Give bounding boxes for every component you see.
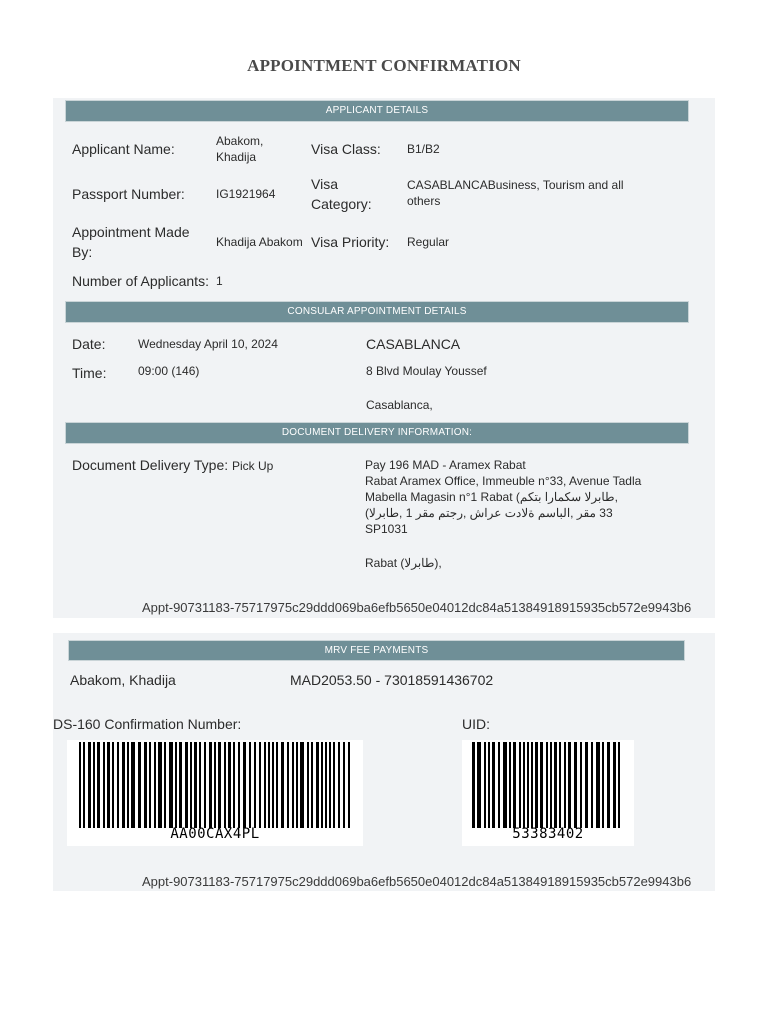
number-of-applicants-value: 1 [216,274,223,288]
uid-label: UID: [462,716,490,732]
barcode-bar [531,742,533,828]
barcode-bar [103,742,105,828]
delivery-line2: Rabat Aramex Office, Immeuble n°33, Avenue Tadla [365,474,642,488]
appointment-reference-top: Appt-90731183-75717975c29ddd069ba6efb5650e04012dc84a51384918915935cb572e9943b6 [142,600,692,615]
visa-category-label-line1: Visa [311,176,338,192]
passport-number-value: IG1921964 [216,187,276,201]
barcode-bar [169,742,173,828]
made-by-label-line1: Appointment Made [72,224,190,240]
applicant-name-line1: Abakom, [216,134,264,148]
mrv-fee-header: MRV FEE PAYMENTS [68,640,685,661]
barcode-bar [564,742,566,828]
barcode-bar [243,742,246,828]
barcode-bar [209,742,212,828]
barcode-bar [477,742,481,828]
barcode-bar [580,742,582,828]
barcode-bar [607,742,610,828]
barcode-bar [281,742,284,828]
document-delivery-header: DOCUMENT DELIVERY INFORMATION: [65,422,689,444]
barcode-bar [527,742,529,828]
barcode-bar [343,742,345,828]
barcode-bar [228,742,231,828]
barcode-bar [175,742,177,828]
appointment-made-by-label [72,222,190,262]
barcode-bar [484,742,486,828]
barcode-bar [97,742,100,828]
consulate-address-line1: 8 Blvd Moulay Youssef [366,364,487,378]
appointment-made-by-value: Khadija Abakom [216,235,303,249]
visa-class-value: B1/B2 [407,142,440,156]
barcode-bar [591,742,593,828]
barcode-bar [503,742,507,828]
barcode-bar [492,742,495,828]
visa-category-value [407,177,624,209]
barcode-bar [554,742,557,828]
ds160-barcode-bars [67,742,363,828]
barcode-bar [523,742,525,828]
barcode-bar [164,742,166,828]
consulate-address-line2: Casablanca, [366,398,433,412]
barcode-bar [325,742,327,828]
barcode-bar [254,742,256,828]
barcode-bar [224,742,226,828]
ds160-barcode-text: AA00CAX4PL [170,826,260,842]
barcode-bar [190,742,192,828]
visa-category-label [311,174,372,214]
barcode-bar [546,742,548,828]
barcode-bar [88,742,91,828]
date-value: Wednesday April 10, 2024 [138,337,278,351]
uid-barcode-bars [462,742,634,828]
barcode-bar [550,742,552,828]
delivery-type-value: Pick Up [232,459,274,473]
barcode-bar [144,742,147,828]
barcode-bar [296,742,298,828]
number-of-applicants-label: Number of Applicants: [72,273,209,289]
delivery-line3: Mabella Magasin n°1 Rabat (طابرلا سكمارا بتكم, [365,490,618,504]
barcode-bar [204,742,206,828]
barcode-bar [194,742,197,828]
barcode-bar [218,742,221,828]
barcode-bar [519,742,521,828]
delivery-line6: Rabat (طابرلا), [365,556,442,570]
barcode-bar [540,742,543,828]
barcode-bar [618,742,620,828]
delivery-spacer [365,537,665,555]
barcode-bar [276,742,278,828]
time-value: 09:00 (146) [138,364,200,378]
barcode-bar [348,742,350,828]
barcode-bar [509,742,511,828]
ds160-barcode [67,740,363,846]
barcode-bar [264,742,266,828]
visa-category-value-line1: CASABLANCABusiness, Tourism and all [407,178,624,192]
barcode-bar [117,742,119,828]
made-by-label-line2: By: [72,244,93,260]
visa-class-label: Visa Class: [311,141,381,157]
barcode-bar [574,742,577,828]
delivery-address [365,457,665,571]
barcode-bar [107,742,110,828]
barcode-bar [138,742,141,828]
time-label: Time: [72,365,107,381]
delivery-line4: 33 مقر ,الباسم ةلادت عراش ,رجتم مقر 1 ,طابرلا) [365,506,613,520]
barcode-bar [272,742,274,828]
barcode-bar [472,742,475,828]
barcode-bar [513,742,516,828]
applicant-details-header: APPLICANT DETAILS [65,100,689,122]
ds160-label: DS-160 Confirmation Number: [53,716,242,732]
barcode-bar [238,742,240,828]
barcode-bar [122,742,125,828]
consular-details-header: CONSULAR APPOINTMENT DETAILS [65,301,689,323]
appointment-reference-bottom: Appt-90731183-75717975c29ddd069ba6efb5650e04012dc84a51384918915935cb572e9943b6 [142,874,692,889]
barcode-bar [596,742,600,828]
delivery-type-label: Document Delivery Type: [72,457,229,473]
barcode-bar [233,742,235,828]
barcode-bar [112,742,114,828]
visa-category-label-line2: Category: [311,196,372,212]
barcode-bar [199,742,201,828]
barcode-bar [292,742,294,828]
barcode-bar [83,742,85,828]
barcode-bar [585,742,588,828]
barcode-bar [613,742,616,828]
consulate-city: CASABLANCA [366,336,461,352]
fee-amount: MAD2053.50 - 73018591436702 [290,672,494,688]
barcode-bar [316,742,319,828]
visa-priority-label: Visa Priority: [311,234,390,250]
applicant-name-value [216,133,263,165]
barcode-bar [333,742,335,828]
barcode-bar [185,742,188,828]
barcode-bar [131,742,135,828]
barcode-bar [93,742,95,828]
barcode-bar [535,742,538,828]
barcode-bar [338,742,340,828]
barcode-bar [311,742,313,828]
barcode-bar [329,742,331,828]
barcode-bar [321,742,323,828]
date-label: Date: [72,336,106,352]
fee-payer: Abakom, Khadija [70,672,176,688]
delivery-line1: Pay 196 MAD - Aramex Rabat [365,458,526,472]
barcode-bar [268,742,270,828]
barcode-bar [259,742,261,828]
barcode-bar [498,742,500,828]
barcode-bar [149,742,151,828]
applicant-name-label: Applicant Name: [72,141,175,157]
uid-barcode [462,740,634,846]
visa-category-value-line2: others [407,194,441,208]
barcode-bar [79,742,81,828]
barcode-bar [179,742,182,828]
uid-barcode-text: 53383402 [512,826,584,842]
delivery-line5: SP1031 [365,522,408,536]
barcode-bar [154,742,156,828]
barcode-bar [127,742,129,828]
barcode-bar [568,742,571,828]
barcode-bar [214,742,216,828]
barcode-bar [158,742,162,828]
page-title: APPOINTMENT CONFIRMATION [247,56,521,75]
barcode-bar [249,742,251,828]
visa-priority-value: Regular [407,235,450,249]
barcode-bar [559,742,561,828]
passport-number-label: Passport Number: [72,186,185,202]
barcode-bar [300,742,304,828]
barcode-bar [287,742,289,828]
barcode-bar [602,742,604,828]
barcode-bar [307,742,309,828]
applicant-name-line2: Khadija [216,150,257,164]
barcode-bar [488,742,490,828]
